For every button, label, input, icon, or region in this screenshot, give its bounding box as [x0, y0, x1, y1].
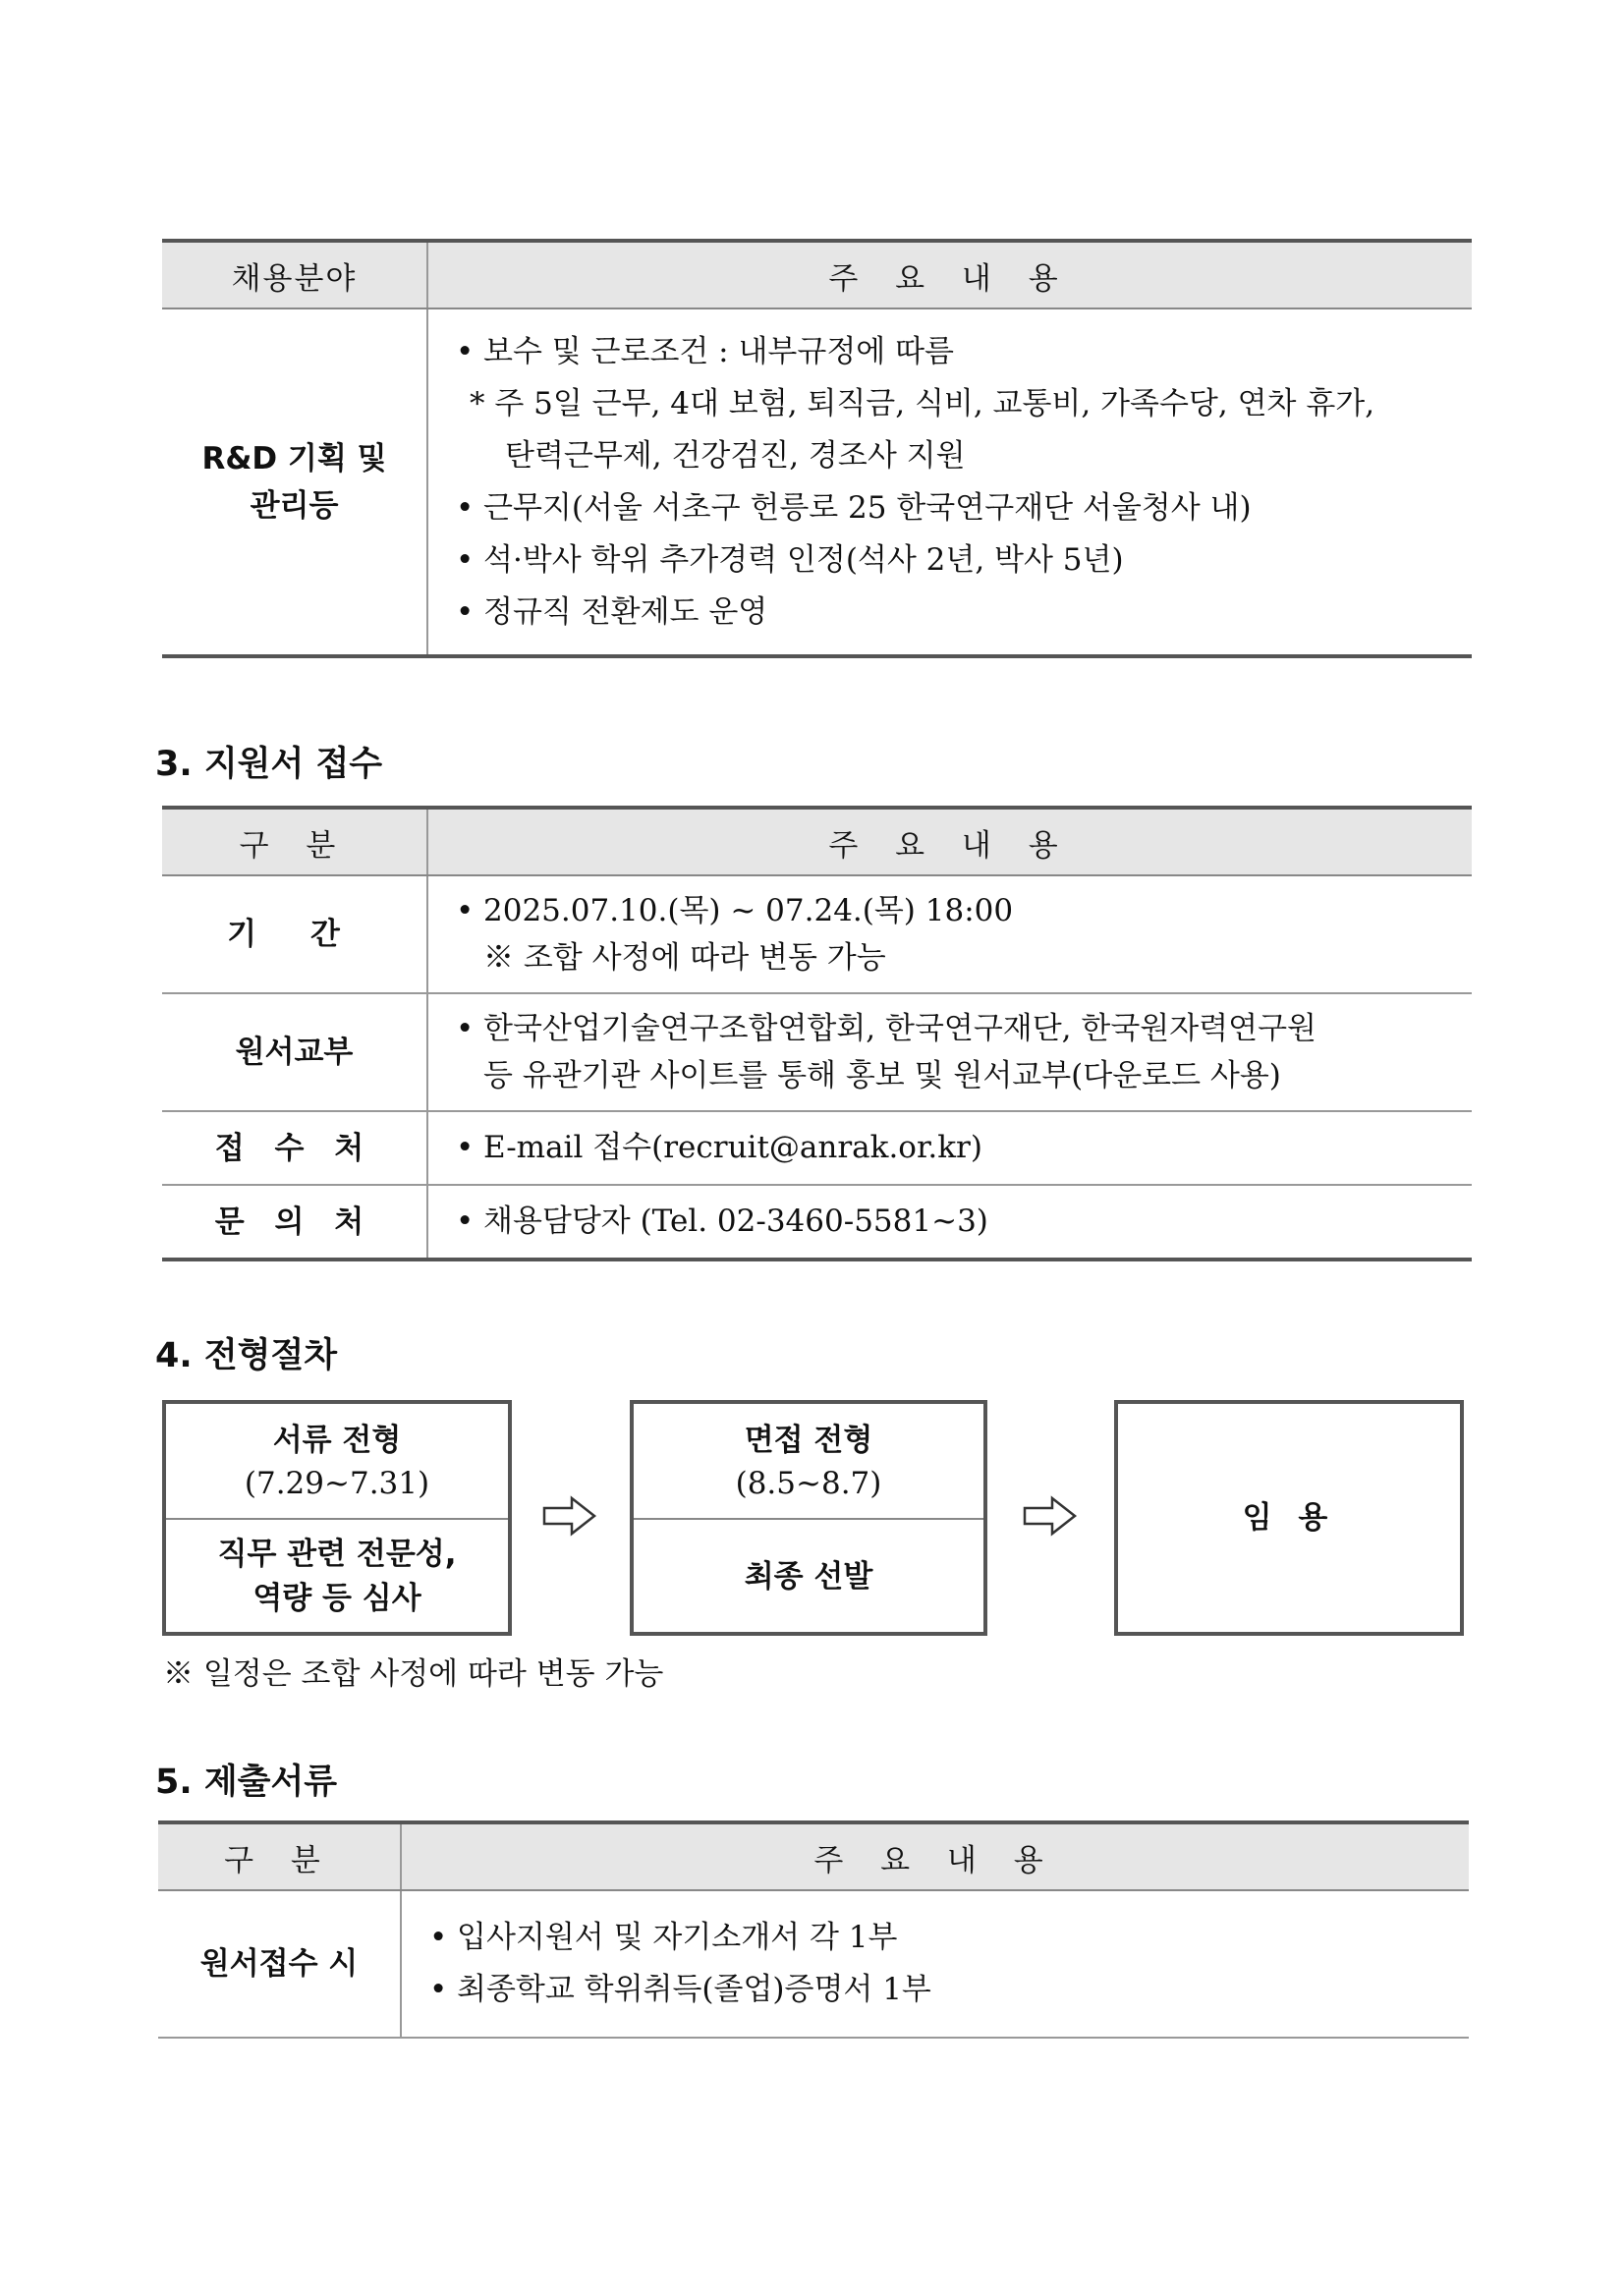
benefits-note-line2: 탄력근무제, 건강검진, 경조사 지원 [505, 437, 966, 474]
recruitment-field-table [162, 239, 1472, 658]
period-dates: • 2025.07.10.(목) ~ 07.24.(목) 18:00 [454, 887, 1444, 934]
step2-header [634, 1404, 983, 1520]
header-field: 채용분야 [162, 241, 427, 308]
period-note: ※ 조합 사정에 따라 변동 가능 [483, 940, 886, 976]
distribution-line2: 등 유관기관 사이트를 통해 홍보 및 원서교부(다운로드 사용) [483, 1058, 1281, 1093]
header-category: 구 분 [158, 1822, 401, 1890]
step1-date: (7.29~7.31) [244, 1466, 430, 1501]
step1-desc-line2: 역량 등 심사 [252, 1581, 421, 1616]
header-content: 주 요 내 용 [401, 1822, 1469, 1890]
section3-title: 3. 지원서 접수 [155, 745, 383, 784]
field-label-line2: 관리등 [250, 487, 339, 524]
header-content: 주 요 내 용 [427, 241, 1472, 308]
row-label-inquiry: 문 의 처 [162, 1185, 427, 1260]
step2-desc [634, 1520, 983, 1634]
field-label-line1: R&D 기획 및 [201, 440, 387, 476]
documents-table [158, 1820, 1469, 2039]
bullet-salary: • 보수 및 근로조건 : 내부규정에 따름 [454, 326, 1444, 378]
step1-desc [166, 1520, 508, 1634]
application-table [162, 806, 1472, 1261]
benefits-note-line1: * 주 5일 근무, 4대 보험, 퇴직금, 식비, 교통비, 가족수당, 연차 휴가, [470, 385, 1375, 421]
bullet-degree-credit: • 석·박사 학위 추가경력 인정(석사 2년, 박사 5년) [454, 534, 1444, 587]
row-label-distribution: 원서교부 [162, 993, 427, 1111]
field-content [427, 308, 1472, 656]
header-content: 주 요 내 용 [427, 808, 1472, 875]
doc-application-form: • 입사지원서 및 자기소개서 각 1부 [427, 1912, 1441, 1964]
row-content-period [427, 875, 1472, 993]
doc-degree-certificate: • 최종학교 학위취득(졸업)증명서 1부 [427, 1964, 1441, 2016]
section5-title: 5. 제출서류 [155, 1763, 338, 1802]
arrow-right-icon [542, 1495, 597, 1537]
distribution-line1: • 한국산업기술연구조합연합회, 한국연구재단, 한국원자력연구원 [454, 1005, 1444, 1052]
bullet-workplace: • 근무지(서울 서초구 헌릉로 25 한국연구재단 서울청사 내) [454, 482, 1444, 534]
step1-header [166, 1404, 508, 1520]
step2-date: (8.5~8.7) [735, 1466, 882, 1501]
step2-title: 면접 전형 [744, 1423, 873, 1458]
row-content-documents [401, 1890, 1469, 2038]
field-label [162, 308, 427, 656]
row-content-submission [427, 1111, 1472, 1185]
inquiry-contact: • 채용담당자 (Tel. 02-3460-5581~3) [454, 1196, 1444, 1248]
bullet-permanent: • 정규직 전환제도 운영 [454, 587, 1444, 639]
submission-email: • E-mail 접수(recruit@anrak.or.kr) [454, 1122, 1444, 1174]
step-document-screening [162, 1400, 512, 1636]
step3-title: 임 용 [1242, 1500, 1336, 1536]
row-content-inquiry [427, 1185, 1472, 1260]
section4-title: 4. 전형절차 [155, 1336, 338, 1375]
step1-title: 서류 전형 [272, 1423, 402, 1458]
row-label-submission: 접 수 처 [162, 1111, 427, 1185]
header-category: 구 분 [162, 808, 427, 875]
step-interview [630, 1400, 987, 1636]
row-label-application: 원서접수 시 [158, 1890, 401, 2038]
arrow-right-icon [1023, 1495, 1078, 1537]
schedule-note: ※ 일정은 조합 사정에 따라 변동 가능 [163, 1656, 664, 1692]
step2-desc-line1: 최종 선발 [744, 1558, 873, 1595]
step1-desc-line1: 직무 관련 전문성, [217, 1537, 457, 1572]
row-label-period: 기 간 [162, 875, 427, 993]
step-appointment [1114, 1400, 1464, 1636]
row-content-distribution [427, 993, 1472, 1111]
